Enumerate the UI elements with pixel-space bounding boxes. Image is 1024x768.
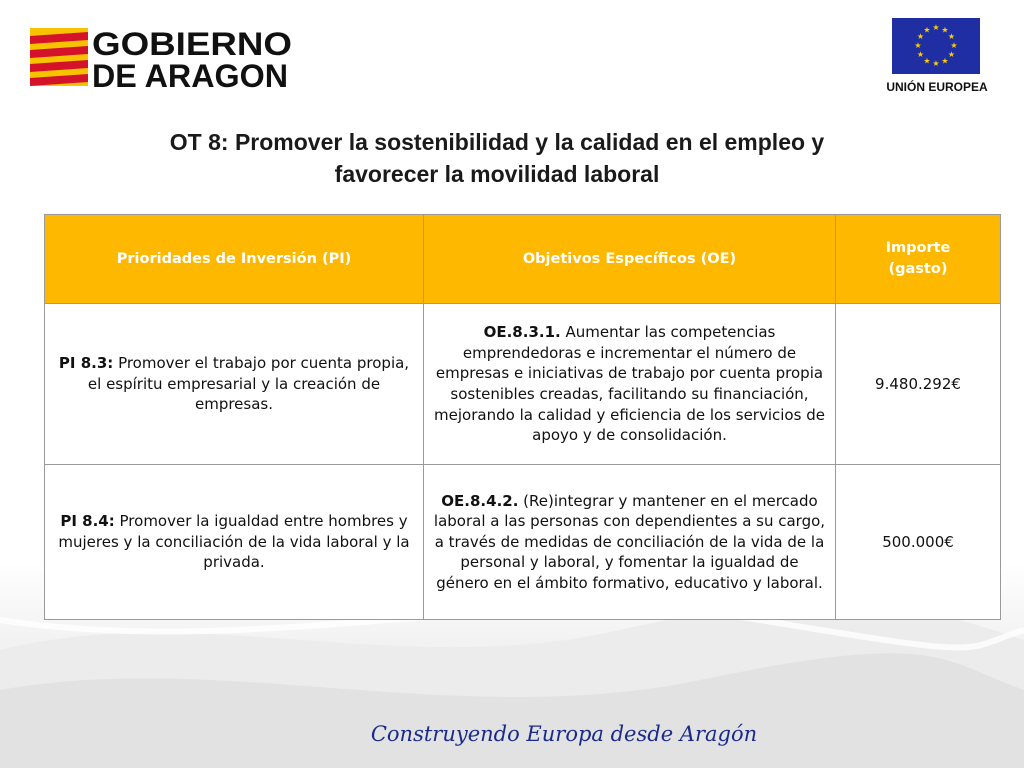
table-row — [45, 465, 1001, 620]
svg-text:★: ★ — [914, 41, 922, 50]
header-importe-line2: (gasto) — [888, 261, 948, 277]
pi-cell — [45, 465, 424, 620]
pi-code: PI 8.3: — [58, 354, 114, 373]
svg-text:★: ★ — [950, 41, 958, 50]
svg-text:DE ARAGON: DE ARAGON — [92, 58, 288, 90]
oe-text: (Re)integrar y mantener en el mercado laboral a las personas con dependientes a su cargo, a través de medidas de conciliación de la vida de la personal y laboral, y fomentar la igualdad de género en el ámbito formativo, educativo y laboral. — [433, 491, 826, 592]
eu-label: UNIÓN EUROPEA — [886, 80, 988, 94]
header-importe-line1: Importe — [885, 240, 951, 256]
header-objetivos: Objetivos Específicos (OE) — [424, 215, 836, 304]
table-header-row — [45, 215, 1001, 304]
oe-code: OE.8.4.2. — [441, 491, 519, 510]
svg-text:★: ★ — [941, 56, 949, 66]
svg-text:★: ★ — [932, 59, 940, 68]
slide-title-line1: OT 8: Promover la sostenibilidad y la calidad en el empleo y — [169, 129, 825, 155]
svg-text:★: ★ — [923, 56, 931, 66]
pi-code: PI 8.4: — [60, 512, 115, 531]
importe-cell: 500.000€ — [836, 465, 1001, 620]
table-row — [45, 304, 1001, 465]
header-importe — [836, 215, 1001, 304]
header-prioridades: Prioridades de Inversión (PI) — [45, 215, 424, 304]
svg-text:★: ★ — [916, 32, 925, 41]
importe-cell: 9.480.292€ — [836, 304, 1001, 465]
footer-motto: Construyendo Europa desde Aragón — [370, 722, 758, 746]
slide-title-line2: favorecer la movilidad laboral — [334, 161, 660, 187]
slide-title — [112, 126, 882, 190]
oe-code: OE.8.3.1. — [483, 323, 561, 342]
eu-flag-icon — [892, 18, 980, 74]
svg-text:★: ★ — [941, 25, 949, 35]
eu-logo — [872, 18, 1002, 100]
svg-text:★: ★ — [947, 50, 956, 59]
svg-text:★: ★ — [923, 25, 931, 35]
oe-cell — [424, 465, 836, 620]
svg-text:★: ★ — [932, 23, 940, 32]
svg-text:GOBIERNO: GOBIERNO — [92, 26, 292, 62]
gobierno-aragon-wordmark — [92, 26, 302, 90]
svg-text:★: ★ — [916, 50, 925, 59]
pi-text: Promover la igualdad entre hombres y mujeres y la conciliación de la vida laboral y la privada. — [58, 512, 410, 572]
gobierno-aragon-logo — [30, 26, 300, 90]
oe-text: Aumentar las competencias emprendedoras e incrementar el número de empresas e iniciativas de trabajo por cuenta propia sostenibles creadas, facilitando su financiación, mejorando la calidad y eficiencia de los servicios de apoyo y de consolidación. — [434, 323, 825, 445]
pi-cell — [45, 304, 424, 465]
investment-table — [44, 214, 1001, 620]
pi-text: Promover el trabajo por cuenta propia, el espíritu empresarial y la creación de empresas. — [87, 354, 410, 414]
svg-text:★: ★ — [947, 32, 956, 41]
oe-cell — [424, 304, 836, 465]
aragon-flag-icon — [30, 28, 88, 86]
